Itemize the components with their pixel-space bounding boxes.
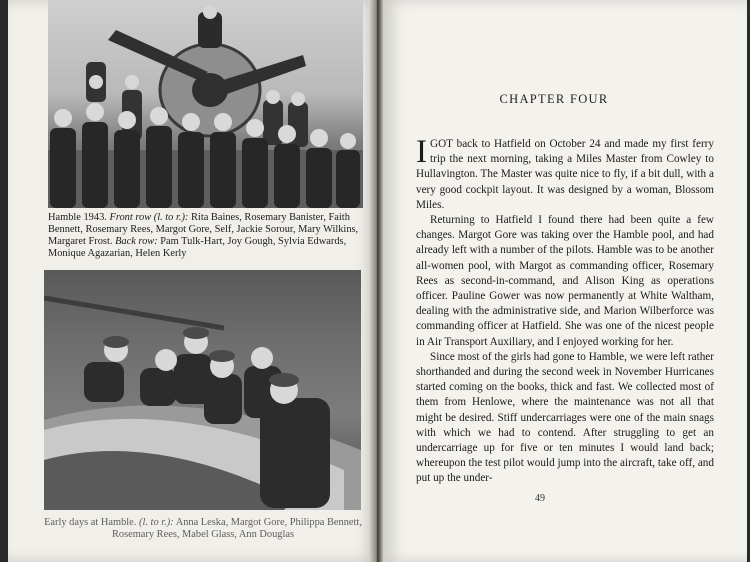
paragraph [416, 134, 714, 213]
chapter-body [416, 134, 714, 487]
book-gutter [370, 0, 384, 562]
left-page [8, 0, 378, 562]
page-number: 49 [535, 493, 545, 504]
paragraph: Returning to Hatfield I found there had been quite a few changes. Margot Gore was taking over the Hamble pool, and had already left with a number of the pilots. Hamble was to be another all-women pool, with Margot as commanding officer, Rosemary Rees as second-in-command, and Alison King as operations officer. Pauline Gower was now permanently at White Waltham, dealing with the administrative side, and Marion Wilberforce was commanding officer at Hatfield. She was one of the nicest people in Air Transport Auxiliary, and I enjoyed working for her. [416, 214, 714, 348]
paragraph-text: GOT back to Hatfield on October 24 and made my first ferry trip the next morning, taking a Miles Master from Cowley to Hullavington. The Master was quite nice to fly, if a bit dull, with a very good cockpit layout. It was designed by a woman, Blossom Miles. [416, 138, 714, 211]
caption-front-names: Rita Baines, Rosemary Banister, Faith Bennett, Rosemary Rees, Margot Gore, Self, Jackie Sorour, Mary Wilkins, Margaret Frost. [48, 212, 359, 247]
caption-front-label: Front row (l. to r.): [109, 212, 189, 223]
paragraph: Since most of the girls had gone to Hamble, we were left rather shorthanded and during the second week in November Hurricanes started coming on the books, thick and fast. We collected most of them from Henlowe, where the maintenance was not all that might be desired. Stiff undercarriages were one of the main snags with which we had to contend. After struggling to get an undercarriage up for five or ten minutes I would land back; whereupon the test pilot would jump into the aircraft, take off, and put up the under- [416, 350, 714, 485]
photo-caption-bottom [44, 517, 362, 541]
caption-bottom-names: Anna Leska, Margot Gore, Philippa Bennett, Rosemary Rees, Mabel Glass, Ann Douglas [111, 517, 362, 540]
photo-early-days-hamble [44, 270, 361, 510]
caption-bottom-label: (l. to r.): [139, 517, 174, 528]
caption-back-label: Back row: [115, 236, 158, 247]
group-photo-illustration [48, 0, 363, 208]
caption-bottom-lead: Early days at Hamble. [44, 517, 137, 528]
caption-back-names: Pam Tulk-Hart, Joy Gough, Sylvia Edwards, Monique Agazarian, Helen Kerly [48, 236, 347, 259]
photo-caption-top [48, 212, 366, 260]
caption-lead: Hamble 1943. [48, 212, 107, 223]
chapter-title: CHAPTER FOUR [499, 92, 609, 106]
wing-photo-illustration [44, 270, 361, 510]
drop-cap: I [416, 134, 427, 170]
photo-hamble-1943 [48, 0, 363, 208]
